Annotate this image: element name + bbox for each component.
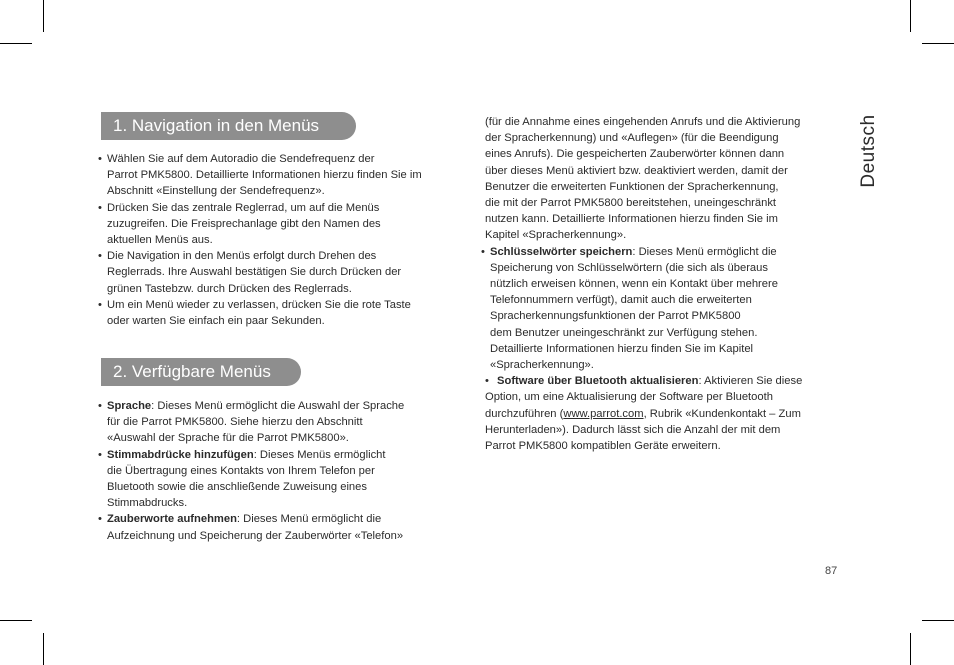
continued-paragraph: (für die Annahme eines eingehenden Anrufs und die Aktivierung der Spracherkennung) und «Auflegen» (für die Beendigung eines Anrufs). Die gespeicherten Zauberwörter können dann über dieses Menü aktiviert bzw. deaktiviert werden, damit der Benutzer die erweiterten Funktionen der Spracherkennung, die mit der Parrot PMK5800 bereitstehen, uneingeschränkt nutzen kann. Detaillierte Informationen hierzu finden Sie im Kapitel «Spracherkennung». (485, 116, 801, 242)
list-item: • Drücken Sie das zentrale Reglerrad, um auf die Menüs zuzugreifen. Die Freisprechanlage gibt den Namen des aktuellen Menüs aus. (98, 201, 381, 247)
page-number: 87 (825, 565, 838, 577)
list-item: • Schlüsselwörter speichern: Dieses Menü ermöglicht die Speicherung von Schlüsselwörtern (die sich als überaus nützlich erweisen können, wenn ein Kontakt über mehrere Telefonnummern verfügt), damit auch die erweiterten Spracherkennungsfunktionen der Parrot PMK5800 dem Benutzer uneingeschränkt zur Verfügung stehen. Detaillierte Informationen hierzu finden Sie im Kapitel «Spracherkennung». (481, 245, 778, 372)
list-item: • Um ein Menü wieder zu verlassen, drücken Sie die rote Taste oder warten Sie einfach ein paar Sekunden. (98, 298, 411, 328)
list-item: • Die Navigation in den Menüs erfolgt durch Drehen des Reglerrads. Ihre Auswahl bestätigen Sie durch Drücken der grünen Tastebzw. durch Drücken des Reglerrads. (98, 250, 402, 295)
crop-mark (43, 0, 44, 32)
language-tab: Deutsch (858, 114, 879, 188)
list-item: • Sprache: Dieses Menü ermöglicht die Auswahl der Sprache für die Parrot PMK5800. Siehe hierzu den Abschnitt «Auswahl der Sprache für die Parrot PMK5800». (98, 400, 405, 445)
crop-mark (910, 633, 911, 665)
parrot-website-link[interactable]: www.parrot.com (563, 407, 644, 420)
crop-mark (43, 633, 44, 665)
list-item: • Zauberworte aufnehmen: Dieses Menü ermöglicht die Aufzeichnung und Speicherung der Zauberwörter «Telefon» (98, 513, 404, 542)
list-item: • Wählen Sie auf dem Autoradio die Sendefrequenz der Parrot PMK5800. Detaillierte Informationen hierzu finden Sie im Abschnitt «Einstellung der Sendefrequenz». (98, 153, 422, 198)
section-heading-available-menus: 2. Verfügbare Menüs (101, 358, 301, 386)
list-item: • Software über Bluetooth aktualisieren: Aktivieren Sie diese Option, um eine Aktualisierung der Software per Bluetooth durchzuführen (www.parrot.com, Rubrik «Kundenkontakt – Zum Herunterladen»). Dadurch lässt sich die Anzahl der mit dem Parrot PMK5800 kompatiblen Geräte erweitern. (485, 375, 803, 453)
list-item: • Stimmabdrücke hinzufügen: Dieses Menüs ermöglicht die Übertragung eines Kontakts von Ihrem Telefon per Bluetooth sowie die anschließende Zuweisung eines Stimmabdrucks. (98, 448, 386, 510)
menu-items-list (98, 398, 468, 544)
crop-mark (0, 620, 32, 621)
crop-mark (910, 0, 911, 32)
crop-mark (922, 620, 954, 621)
navigation-bullets (98, 151, 468, 329)
crop-mark (922, 43, 954, 44)
right-column-text (481, 114, 845, 454)
section-heading-navigation: 1. Navigation in den Menüs (101, 112, 356, 140)
crop-mark (0, 43, 32, 44)
